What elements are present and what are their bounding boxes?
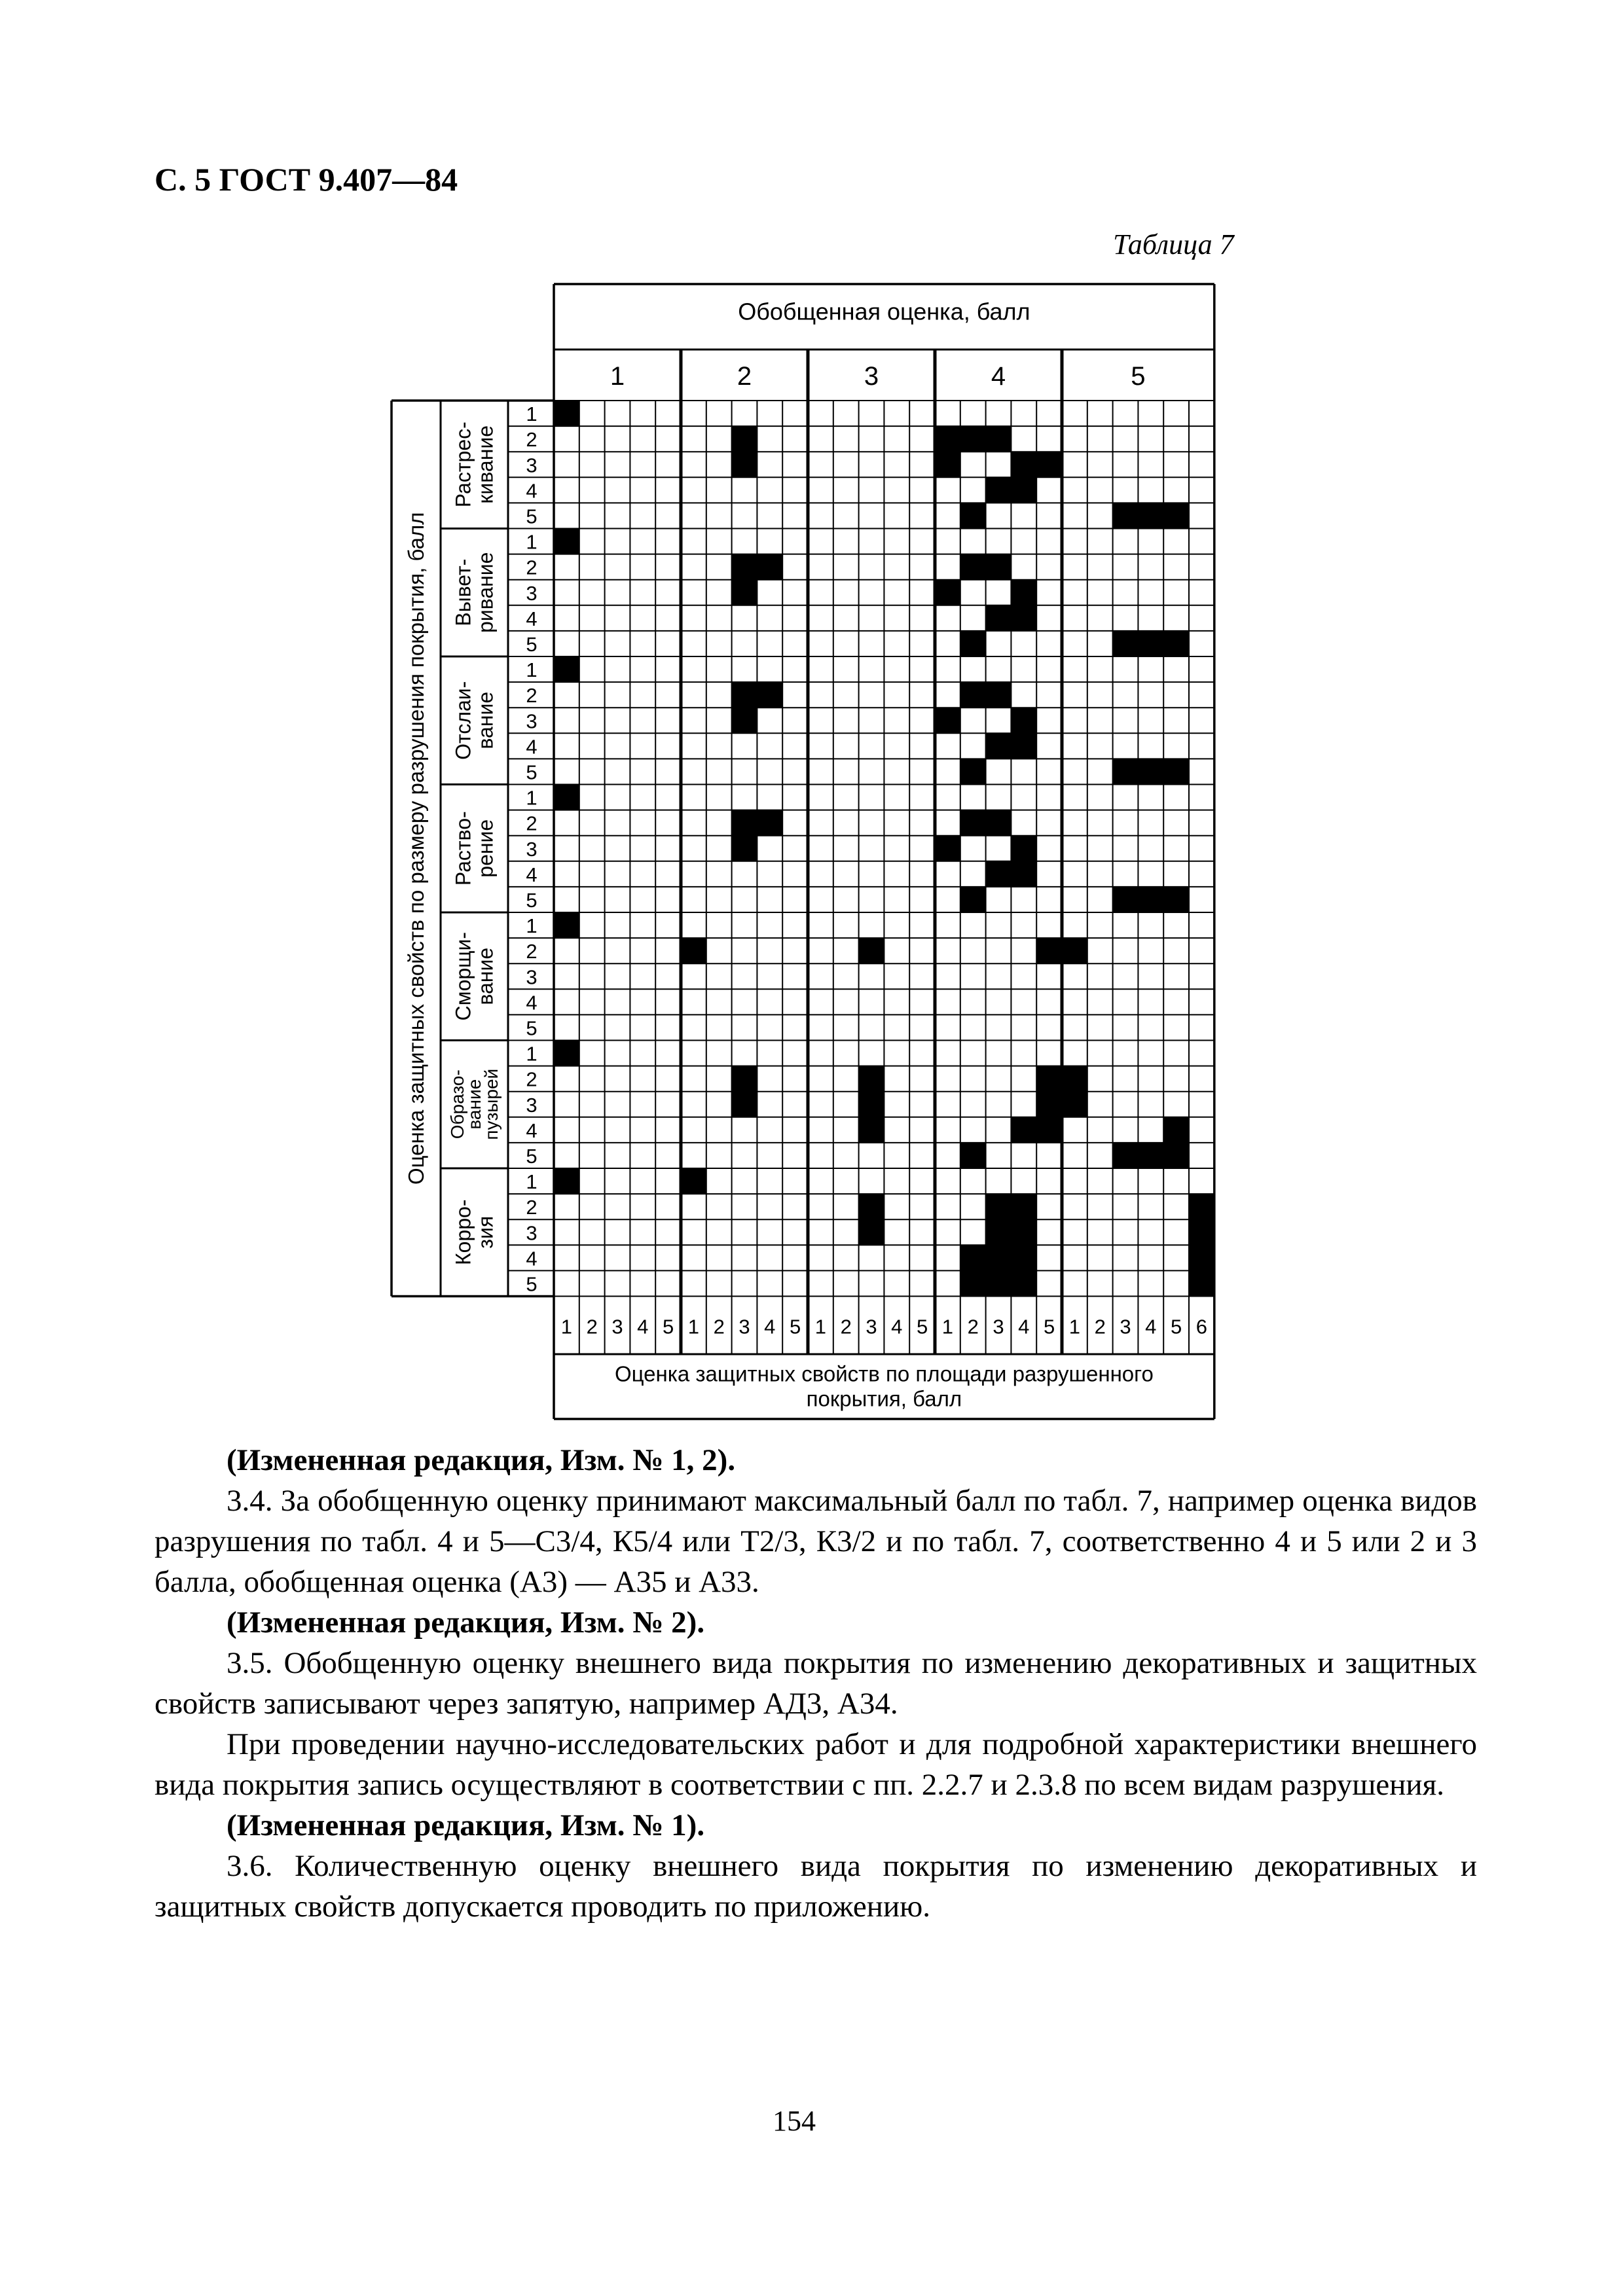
- category-label: кивание: [473, 425, 498, 504]
- filled-cell: [986, 1245, 1012, 1271]
- filled-cell: [960, 1143, 986, 1169]
- row-label: 4: [526, 735, 538, 759]
- row-label: 4: [526, 1119, 538, 1142]
- row-label: 5: [526, 761, 538, 784]
- filled-cell: [1113, 631, 1139, 657]
- row-label: 5: [526, 1272, 538, 1296]
- filled-cell: [681, 938, 706, 964]
- column-label: 4: [1018, 1315, 1030, 1338]
- group-label: 2: [737, 362, 752, 391]
- column-label: 3: [866, 1315, 877, 1338]
- filled-cell: [1011, 1245, 1036, 1271]
- category-label: ривание: [473, 552, 498, 633]
- filled-cell: [1036, 1066, 1062, 1092]
- filled-cell: [757, 682, 782, 708]
- column-label: 2: [1094, 1315, 1106, 1338]
- filled-cell: [859, 1117, 884, 1143]
- filled-cell: [554, 1041, 579, 1067]
- filled-cell: [986, 810, 1012, 836]
- filled-cell: [1163, 503, 1189, 529]
- left-title: Оценка защитных свойств по размеру разрушения покрытия, балл: [404, 512, 428, 1185]
- row-label: 3: [526, 1221, 538, 1245]
- category-label: Корро-: [451, 1199, 475, 1265]
- filled-cell: [960, 503, 986, 529]
- column-label: 1: [814, 1315, 827, 1338]
- column-label: 4: [637, 1315, 649, 1338]
- column-label: 2: [586, 1315, 598, 1338]
- column-label: 6: [1195, 1315, 1208, 1338]
- filled-cell: [1011, 1270, 1036, 1297]
- category-label: Сморщи-: [451, 931, 475, 1021]
- filled-cell: [960, 759, 986, 785]
- row-label: 1: [526, 786, 538, 810]
- filled-cell: [1163, 887, 1189, 913]
- filled-cell: [554, 529, 579, 555]
- filled-cell: [960, 426, 986, 452]
- filled-cell: [1113, 759, 1139, 785]
- filled-cell: [1011, 452, 1036, 478]
- filled-cell: [960, 682, 986, 708]
- category-label: зия: [473, 1215, 498, 1249]
- filled-cell: [935, 580, 960, 606]
- top-title: Обобщенная оценка, балл: [738, 298, 1030, 325]
- filled-cell: [1011, 836, 1036, 862]
- filled-cell: [1062, 1066, 1087, 1092]
- filled-cell: [1062, 1092, 1087, 1118]
- filled-cell: [935, 708, 960, 734]
- filled-cell: [859, 1092, 884, 1118]
- bottom-title: покрытия, балл: [806, 1386, 962, 1411]
- filled-cell: [554, 1168, 579, 1194]
- bottom-title: Оценка защитных свойств по площади разрушенного: [614, 1361, 1154, 1386]
- row-label: 1: [526, 914, 538, 938]
- filled-cell: [935, 836, 960, 862]
- filled-cell: [986, 554, 1012, 581]
- filled-cell: [732, 836, 757, 862]
- filled-cell: [1011, 605, 1036, 632]
- filled-cell: [1011, 1219, 1036, 1246]
- column-label: 1: [941, 1315, 954, 1338]
- row-label: 3: [526, 837, 538, 861]
- filled-cell: [1189, 1270, 1214, 1297]
- category-label: Вывет-: [451, 558, 475, 626]
- filled-cell: [1011, 733, 1036, 759]
- column-label: 5: [789, 1315, 801, 1338]
- filled-cell: [1163, 759, 1189, 785]
- filled-cell: [1189, 1219, 1214, 1246]
- filled-cell: [1036, 452, 1062, 478]
- filled-cell: [859, 938, 884, 964]
- paragraph: 3.6. Количественную оценку внешнего вида покрытия по изменению декоративных и защитных свойств допускается проводить по приложению.: [155, 1849, 1477, 1924]
- group-label: 4: [991, 362, 1006, 391]
- table-caption: Таблица 7: [1113, 228, 1234, 260]
- paragraph: 3.5. Обобщенную оценку внешнего вида покрытия по изменению декоративных и защитных свойств записывают через запятую, например АД3, А34.: [155, 1646, 1477, 1721]
- column-label: 3: [739, 1315, 750, 1338]
- filled-cell: [732, 1066, 757, 1092]
- category-label: вание: [473, 947, 498, 1005]
- category-label: пузырей: [481, 1068, 501, 1140]
- filled-cell: [859, 1219, 884, 1246]
- column-label: 1: [560, 1315, 573, 1338]
- category-label: Отслаи-: [451, 681, 475, 760]
- column-label: 4: [764, 1315, 776, 1338]
- row-label: 5: [526, 505, 538, 528]
- filled-cell: [1163, 1143, 1189, 1169]
- filled-cell: [960, 1270, 986, 1297]
- filled-cell: [986, 605, 1012, 632]
- column-label: 5: [1170, 1315, 1182, 1338]
- filled-cell: [986, 477, 1012, 503]
- filled-cell: [757, 810, 782, 836]
- column-label: 4: [891, 1315, 903, 1338]
- group-label: 5: [1131, 362, 1146, 391]
- column-label: 5: [1043, 1315, 1055, 1338]
- row-label: 1: [526, 658, 538, 682]
- category-label: Растрес-: [451, 422, 475, 508]
- filled-cell: [757, 554, 782, 581]
- row-label: 4: [526, 863, 538, 886]
- filled-cell: [732, 682, 757, 708]
- filled-cell: [732, 554, 757, 581]
- row-label: 4: [526, 991, 538, 1014]
- column-label: 2: [967, 1315, 979, 1338]
- column-label: 2: [713, 1315, 725, 1338]
- category-label: вание: [464, 1079, 484, 1130]
- filled-cell: [1011, 1194, 1036, 1220]
- row-label: 5: [526, 1016, 538, 1040]
- filled-cell: [1113, 887, 1139, 913]
- filled-cell: [935, 452, 960, 478]
- filled-cell: [986, 861, 1012, 888]
- row-label: 2: [526, 1196, 538, 1219]
- group-label: 1: [610, 362, 625, 391]
- filled-cell: [1036, 1092, 1062, 1118]
- filled-cell: [1113, 1143, 1139, 1169]
- column-label: 1: [687, 1315, 700, 1338]
- filled-cell: [732, 580, 757, 606]
- row-label: 2: [526, 812, 538, 835]
- column-label: 4: [1145, 1315, 1157, 1338]
- filled-cell: [960, 887, 986, 913]
- page-number: 154: [773, 2105, 816, 2137]
- filled-cell: [681, 1168, 706, 1194]
- filled-cell: [1011, 1117, 1036, 1143]
- filled-cell: [732, 810, 757, 836]
- filled-cell: [986, 1270, 1012, 1297]
- revision-note: (Измененная редакция, Изм. № 1).: [227, 1808, 705, 1842]
- row-label: 4: [526, 479, 538, 503]
- filled-cell: [1011, 708, 1036, 734]
- filled-cell: [986, 426, 1012, 452]
- column-label: 3: [611, 1315, 623, 1338]
- filled-cell: [960, 810, 986, 836]
- category-label: вание: [473, 691, 498, 749]
- filled-cell: [732, 1092, 757, 1118]
- row-label: 1: [526, 403, 538, 426]
- filled-cell: [1062, 938, 1087, 964]
- filled-cell: [986, 1219, 1012, 1246]
- row-label: 3: [526, 965, 538, 989]
- filled-cell: [1138, 631, 1163, 657]
- revision-note: (Измененная редакция, Изм. № 1, 2).: [227, 1443, 736, 1477]
- column-label: 1: [1068, 1315, 1081, 1338]
- filled-cell: [732, 426, 757, 452]
- filled-cell: [554, 656, 579, 683]
- row-label: 1: [526, 530, 538, 554]
- row-label: 5: [526, 1144, 538, 1168]
- row-label: 2: [526, 556, 538, 579]
- filled-cell: [986, 682, 1012, 708]
- row-label: 1: [526, 1042, 538, 1066]
- category-label: Образо-: [447, 1069, 467, 1139]
- filled-cell: [1138, 503, 1163, 529]
- filled-cell: [1138, 1143, 1163, 1169]
- filled-cell: [986, 733, 1012, 759]
- filled-cell: [1163, 631, 1189, 657]
- column-label: 3: [993, 1315, 1004, 1338]
- filled-cell: [1113, 503, 1139, 529]
- row-label: 3: [526, 454, 538, 477]
- group-label: 3: [864, 362, 879, 391]
- filled-cell: [960, 1245, 986, 1271]
- row-label: 2: [526, 684, 538, 708]
- row-label: 4: [526, 607, 538, 630]
- category-label: рение: [473, 819, 498, 878]
- row-label: 3: [526, 709, 538, 733]
- filled-cell: [732, 452, 757, 478]
- row-label: 3: [526, 1093, 538, 1117]
- column-label: 5: [662, 1315, 674, 1338]
- category-label: Раство-: [451, 811, 475, 886]
- filled-cell: [960, 554, 986, 581]
- filled-cell: [1011, 477, 1036, 503]
- filled-cell: [1189, 1194, 1214, 1220]
- filled-cell: [986, 1194, 1012, 1220]
- row-label: 1: [526, 1170, 538, 1194]
- filled-cell: [859, 1066, 884, 1092]
- filled-cell: [1138, 759, 1163, 785]
- filled-cell: [732, 708, 757, 734]
- body-text: [155, 1440, 1477, 1927]
- filled-cell: [554, 401, 579, 427]
- row-label: 5: [526, 888, 538, 912]
- paragraph: При проведении научно-исследовательских работ и для подробной характеристики внешнего вида покрытия запись осуществляют в соответствии с пп. 2.2.7 и 2.3.8 по всем видам разрушения.: [155, 1727, 1477, 1802]
- column-label: 3: [1120, 1315, 1131, 1338]
- filled-cell: [1036, 938, 1062, 964]
- filled-cell: [1036, 1117, 1062, 1143]
- filled-cell: [554, 912, 579, 939]
- filled-cell: [1163, 1117, 1189, 1143]
- filled-cell: [1189, 1245, 1214, 1271]
- revision-note: (Измененная редакция, Изм. № 2).: [227, 1605, 705, 1640]
- filled-cell: [1138, 887, 1163, 913]
- page-header: С. 5 ГОСТ 9.407—84: [155, 161, 458, 198]
- paragraph: 3.4. За обобщенную оценку принимают максимальный балл по табл. 7, например оценка видов разрушения по табл. 4 и 5—С3/4, К5/4 или Т2/3, К3/2 и по табл. 7, соответственно 4 и 5 или 2 и 3 балла, обобщенная оценка (А3) — А35 и А33.: [155, 1484, 1477, 1599]
- filled-cell: [935, 426, 960, 452]
- column-label: 2: [840, 1315, 852, 1338]
- filled-cell: [1011, 580, 1036, 606]
- filled-cell: [1011, 861, 1036, 888]
- row-label: 2: [526, 428, 538, 452]
- row-label: 3: [526, 581, 538, 605]
- filled-cell: [554, 785, 579, 811]
- filled-cell: [859, 1194, 884, 1220]
- row-label: 5: [526, 632, 538, 656]
- column-label: 5: [916, 1315, 928, 1338]
- row-label: 4: [526, 1247, 538, 1270]
- filled-cell: [960, 631, 986, 657]
- row-label: 2: [526, 940, 538, 963]
- row-label: 2: [526, 1067, 538, 1091]
